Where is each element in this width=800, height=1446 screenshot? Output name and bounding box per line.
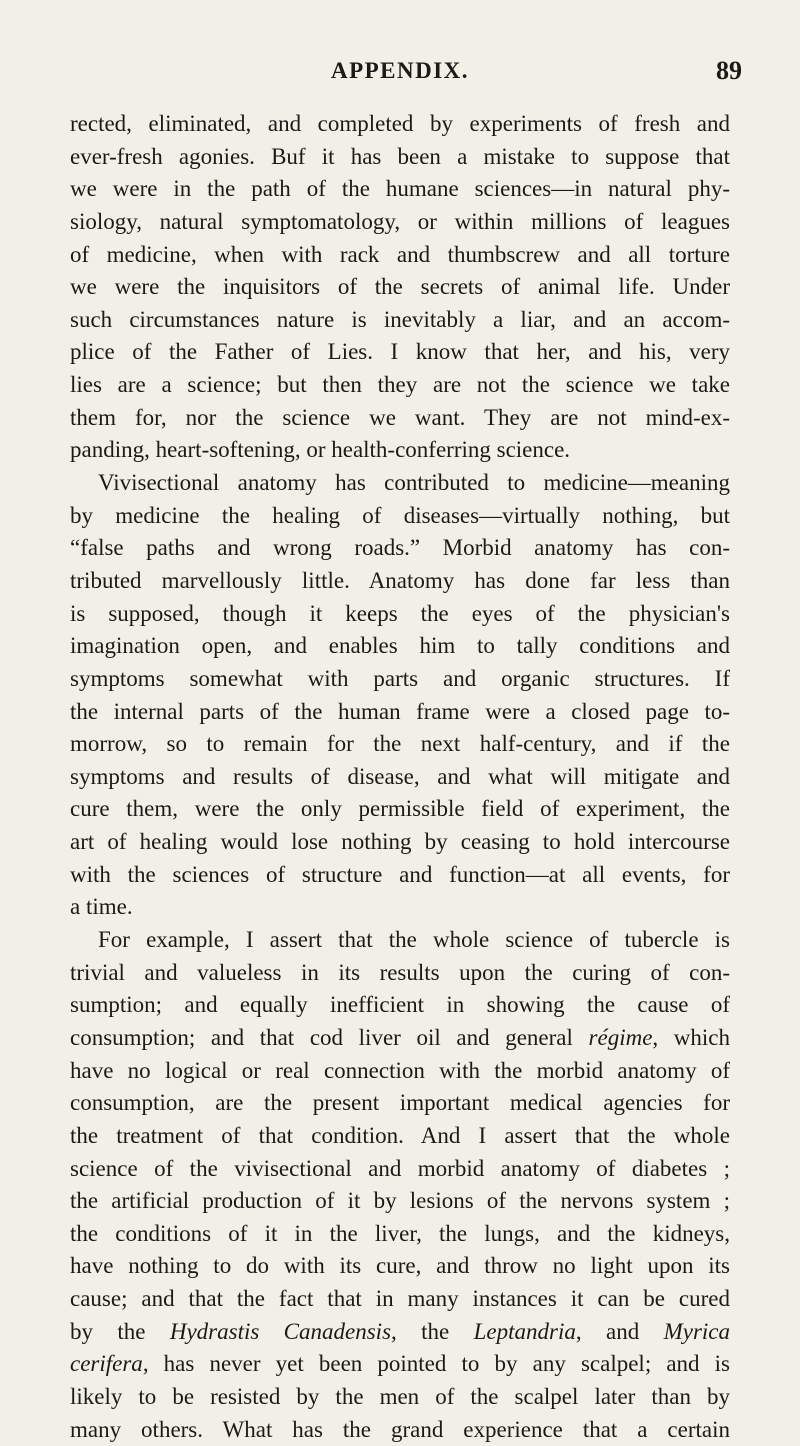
text-line: with the sciences of structure and function—at all events, for (70, 861, 730, 887)
text-line: consumption, are the present important medical agencies for (70, 1090, 730, 1116)
text-line: many others. What has the grand experience that a certain (70, 1416, 730, 1442)
text-line: have no logical or real connection with the morbid anatomy of (70, 1057, 730, 1083)
text-line: morrow, so to remain for the next half-century, and if the (70, 731, 730, 757)
text-line: the conditions of it in the liver, the lungs, and the kidneys, (70, 1220, 730, 1246)
text-line: by medicine the healing of diseases—virtually nothing, but (70, 502, 730, 528)
text-line: Vivisectional anatomy has contributed to medicine—meaning (98, 470, 730, 496)
text-line: siology, natural symptomatology, or within millions of leagues (70, 208, 730, 234)
text-line: them for, nor the science we want. They are not mind-ex- (70, 404, 730, 430)
text-line: sumption; and equally inefficient in showing the cause of (70, 992, 730, 1018)
text-line: have nothing to do with its cure, and throw no light upon its (70, 1253, 730, 1279)
page-number: 89 (716, 56, 742, 85)
text-line: of medicine, when with rack and thumbscrew and all torture (70, 241, 730, 267)
text-line: imagination open, and enables him to tally conditions and (70, 633, 730, 659)
text-line: For example, I assert that the whole science of tubercle is (98, 927, 730, 953)
page-header (70, 54, 742, 85)
text-line: we were in the path of the humane sciences—in natural phy- (70, 176, 730, 202)
text-line: “false paths and wrong roads.” Morbid anatomy has con- (70, 535, 730, 561)
text-line: science of the vivisectional and morbid anatomy of diabetes ; (70, 1155, 730, 1181)
text-line: cerifera, has never yet been pointed to by any scalpel; and is (70, 1351, 730, 1377)
text-line: lies are a science; but then they are not the science we take (70, 372, 730, 398)
text-line: ever-fresh agonies. Buf it has been a mistake to suppose that (70, 143, 730, 169)
text-line: symptoms somewhat with parts and organic structures. If (70, 665, 730, 691)
text-line: a time. (70, 894, 133, 920)
text-line: panding, heart-softening, or health-conferring science. (70, 437, 571, 463)
body-text (70, 108, 730, 1446)
text-line: rected, eliminated, and completed by experiments of fresh and (70, 111, 730, 136)
text-line: we were the inquisitors of the secrets of animal life. Under (70, 274, 730, 300)
running-head: APPENDIX. (330, 58, 470, 83)
text-line: tributed marvellously little. Anatomy has done far less than (70, 567, 730, 593)
text-line: cause; and that the fact that in many instances it can be cured (70, 1286, 730, 1312)
text-line: plice of the Father of Lies. I know that her, and his, very (70, 339, 730, 365)
text-line: symptoms and results of disease, and what will mitigate and (70, 763, 730, 789)
text-line: is supposed, though it keeps the eyes of the physician's (70, 600, 730, 626)
text-line: art of healing would lose nothing by ceasing to hold intercourse (70, 829, 730, 855)
text-line: consumption; and that cod liver oil and general régime, which (70, 1024, 730, 1050)
text-line: such circumstances nature is inevitably a liar, and an accom- (70, 306, 730, 332)
text-line: cure them, were the only permissible field of experiment, the (70, 796, 730, 822)
text-line: likely to be resisted by the men of the scalpel later than by (70, 1383, 730, 1409)
text-line: the internal parts of the human frame were a closed page to- (70, 698, 730, 724)
text-line: the treatment of that condition. And I assert that the whole (70, 1122, 730, 1148)
text-line: the artificial production of it by lesions of the nervons system ; (70, 1188, 730, 1214)
text-line: trivial and valueless in its results upon the curing of con- (70, 959, 730, 985)
text-line: by the Hydrastis Canadensis, the Leptandria, and Myrica (70, 1318, 730, 1344)
